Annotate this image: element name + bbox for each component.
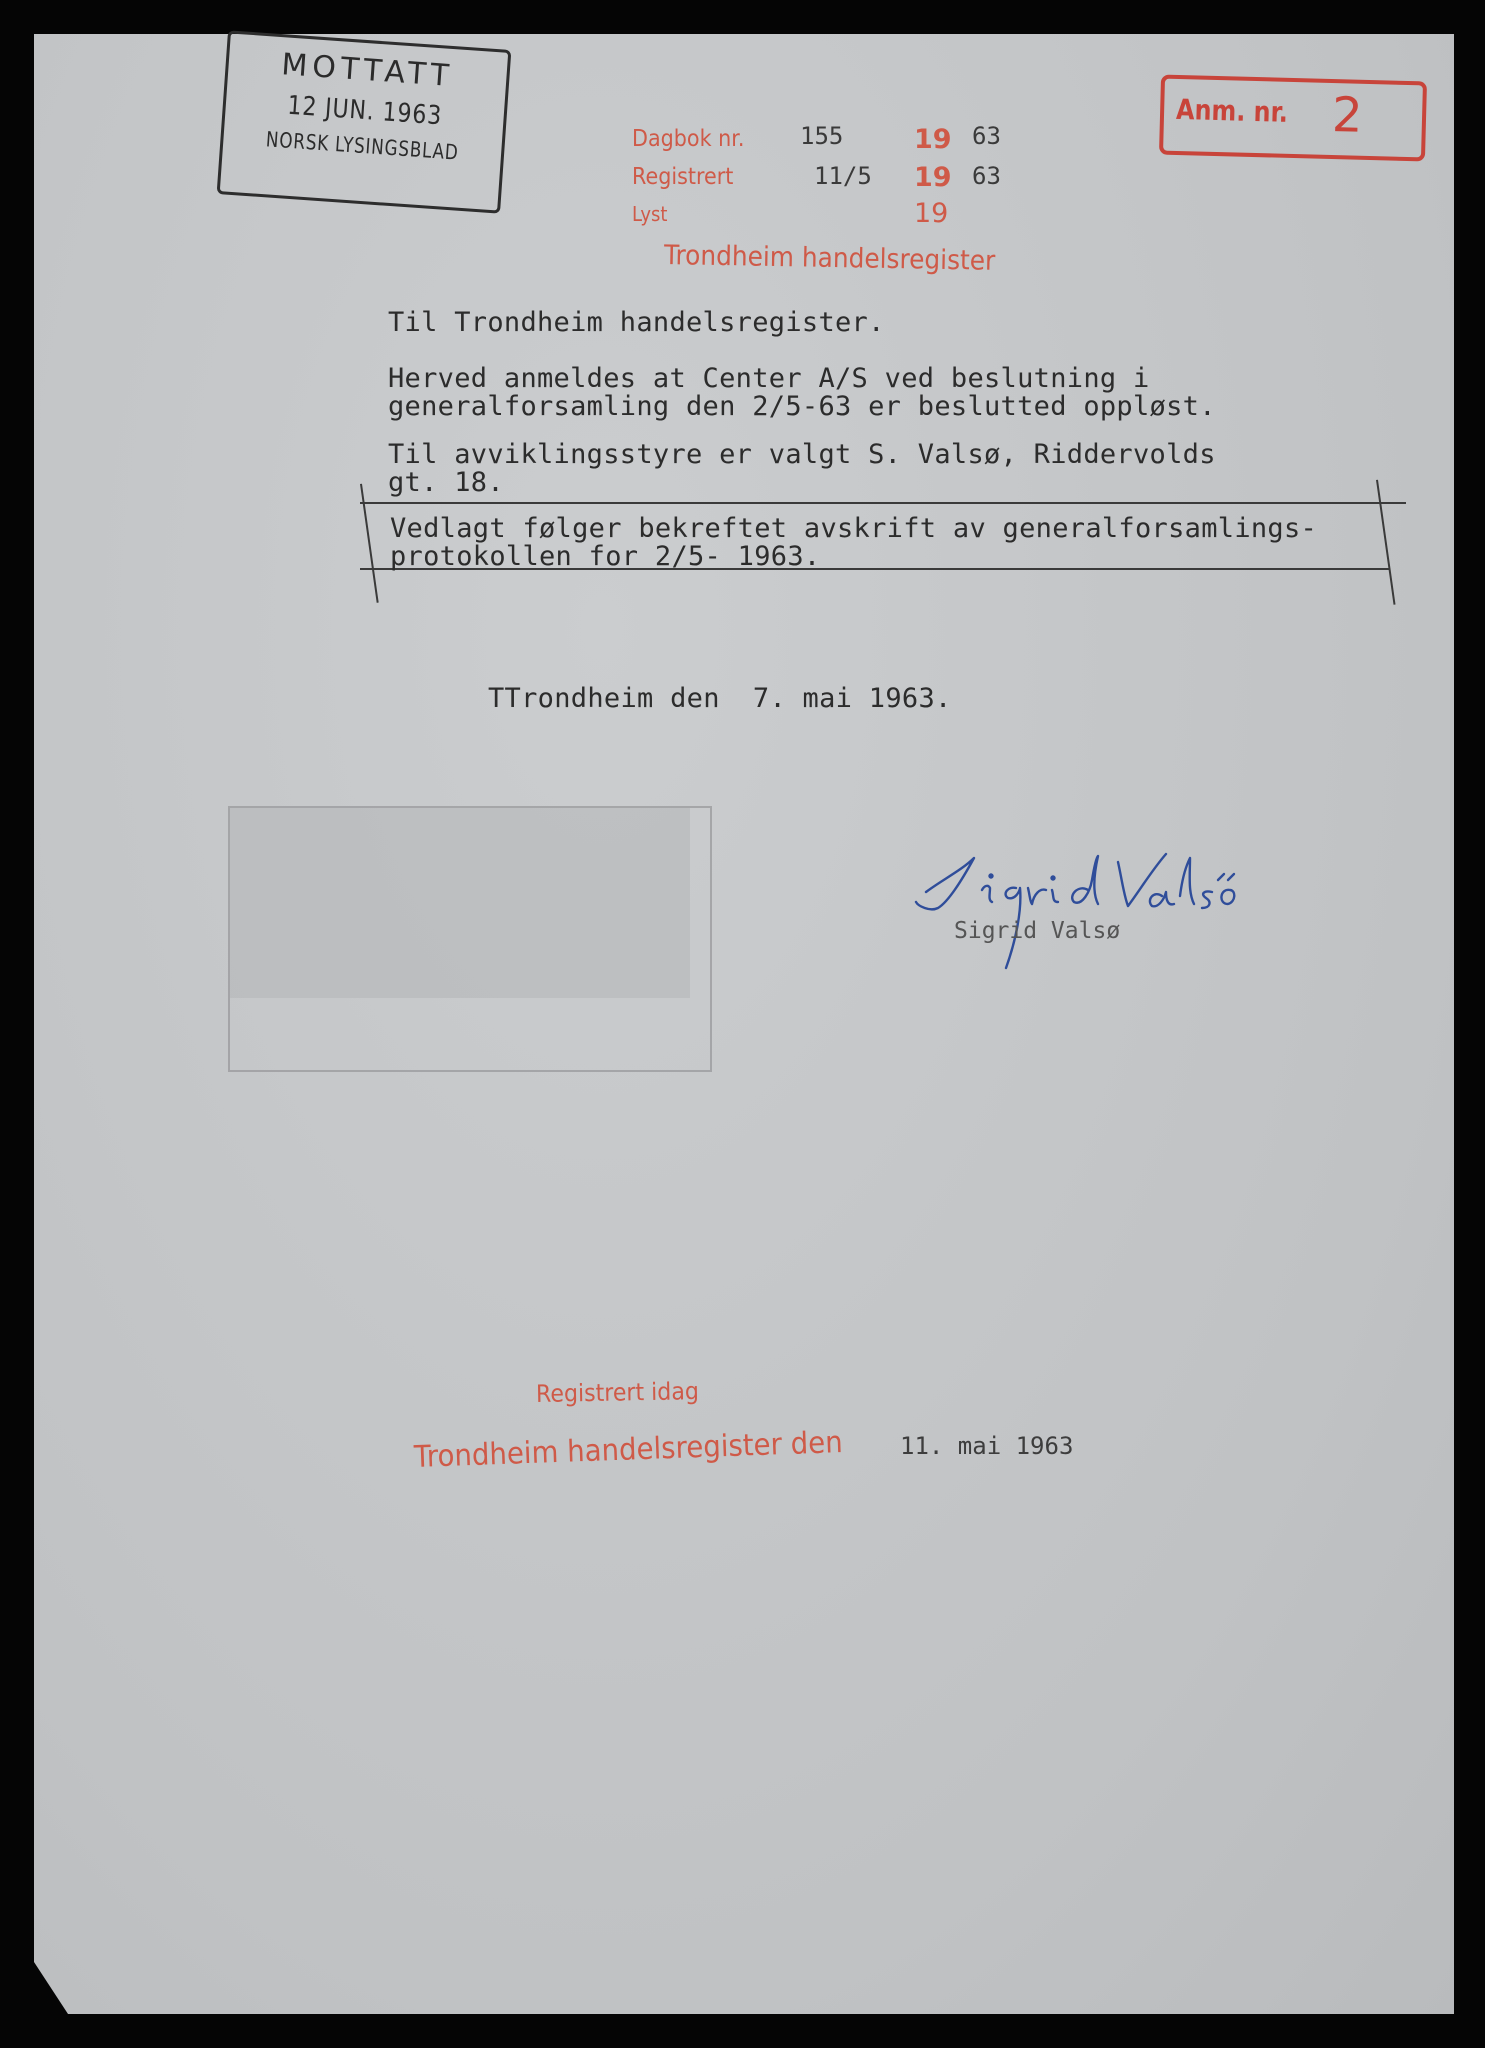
received-stamp-org: NORSK LYSINGSBLAD [265, 127, 460, 165]
handwritten-signature [912, 830, 1312, 970]
paragraph-1-line-2: generalforsamling den 2/5-63 er beslutted oppløst. [388, 391, 1216, 422]
anm-number: 2 [1331, 87, 1364, 144]
registered-date: 11. mai 1963 [900, 1432, 1074, 1460]
lyst-century: 19 [914, 198, 949, 229]
paragraph-2-line-1: Til avviklingsstyre er valgt S. Valsø, Riddervolds [388, 439, 1216, 470]
dagbok-year: 63 [972, 122, 1001, 150]
typed-signature-name: Sigrid Valsø [954, 918, 1121, 944]
received-stamp [217, 30, 512, 213]
faded-stamp-shadow [230, 808, 690, 998]
place-date: TTrondheim den 7. mai 1963. [488, 683, 952, 714]
paragraph-3-line-2: protokollen for 2/5- 1963. [390, 541, 821, 572]
torn-corner [34, 1962, 68, 2014]
registered-today-label: Registrert idag [535, 1377, 700, 1408]
paragraph-3-line-1: Vedlagt følger bekreftet avskrift av generalforsamlings- [390, 513, 1318, 544]
register-office: Trondheim handelsregister [663, 240, 996, 277]
registrert-label: Registrert [632, 164, 734, 190]
box-top-line [360, 502, 1406, 504]
registrert-century: 19 [914, 162, 952, 193]
received-stamp-date: 12 JUN. 1963 [286, 90, 444, 132]
paragraph-2-line-2: gt. 18. [388, 467, 504, 498]
registered-office-label: Trondheim handelsregister den [413, 1425, 844, 1475]
dagbok-label: Dagbok nr. [632, 126, 745, 152]
anm-label: Anm. nr. [1175, 92, 1289, 129]
anm-number-stamp [1159, 75, 1427, 162]
dagbok-value: 155 [800, 122, 844, 150]
faded-stamp-area [228, 806, 712, 1072]
addressee: Til Trondheim handelsregister. [388, 307, 885, 338]
lyst-label: Lyst [632, 202, 668, 226]
dagbok-century: 19 [914, 124, 952, 155]
received-stamp-title: MOTTATT [280, 47, 455, 95]
registrert-year: 63 [972, 162, 1001, 190]
registrert-value: 11/5 [814, 162, 872, 190]
paragraph-1-line-1: Herved anmeldes at Center A/S ved beslutning i [388, 363, 1150, 394]
